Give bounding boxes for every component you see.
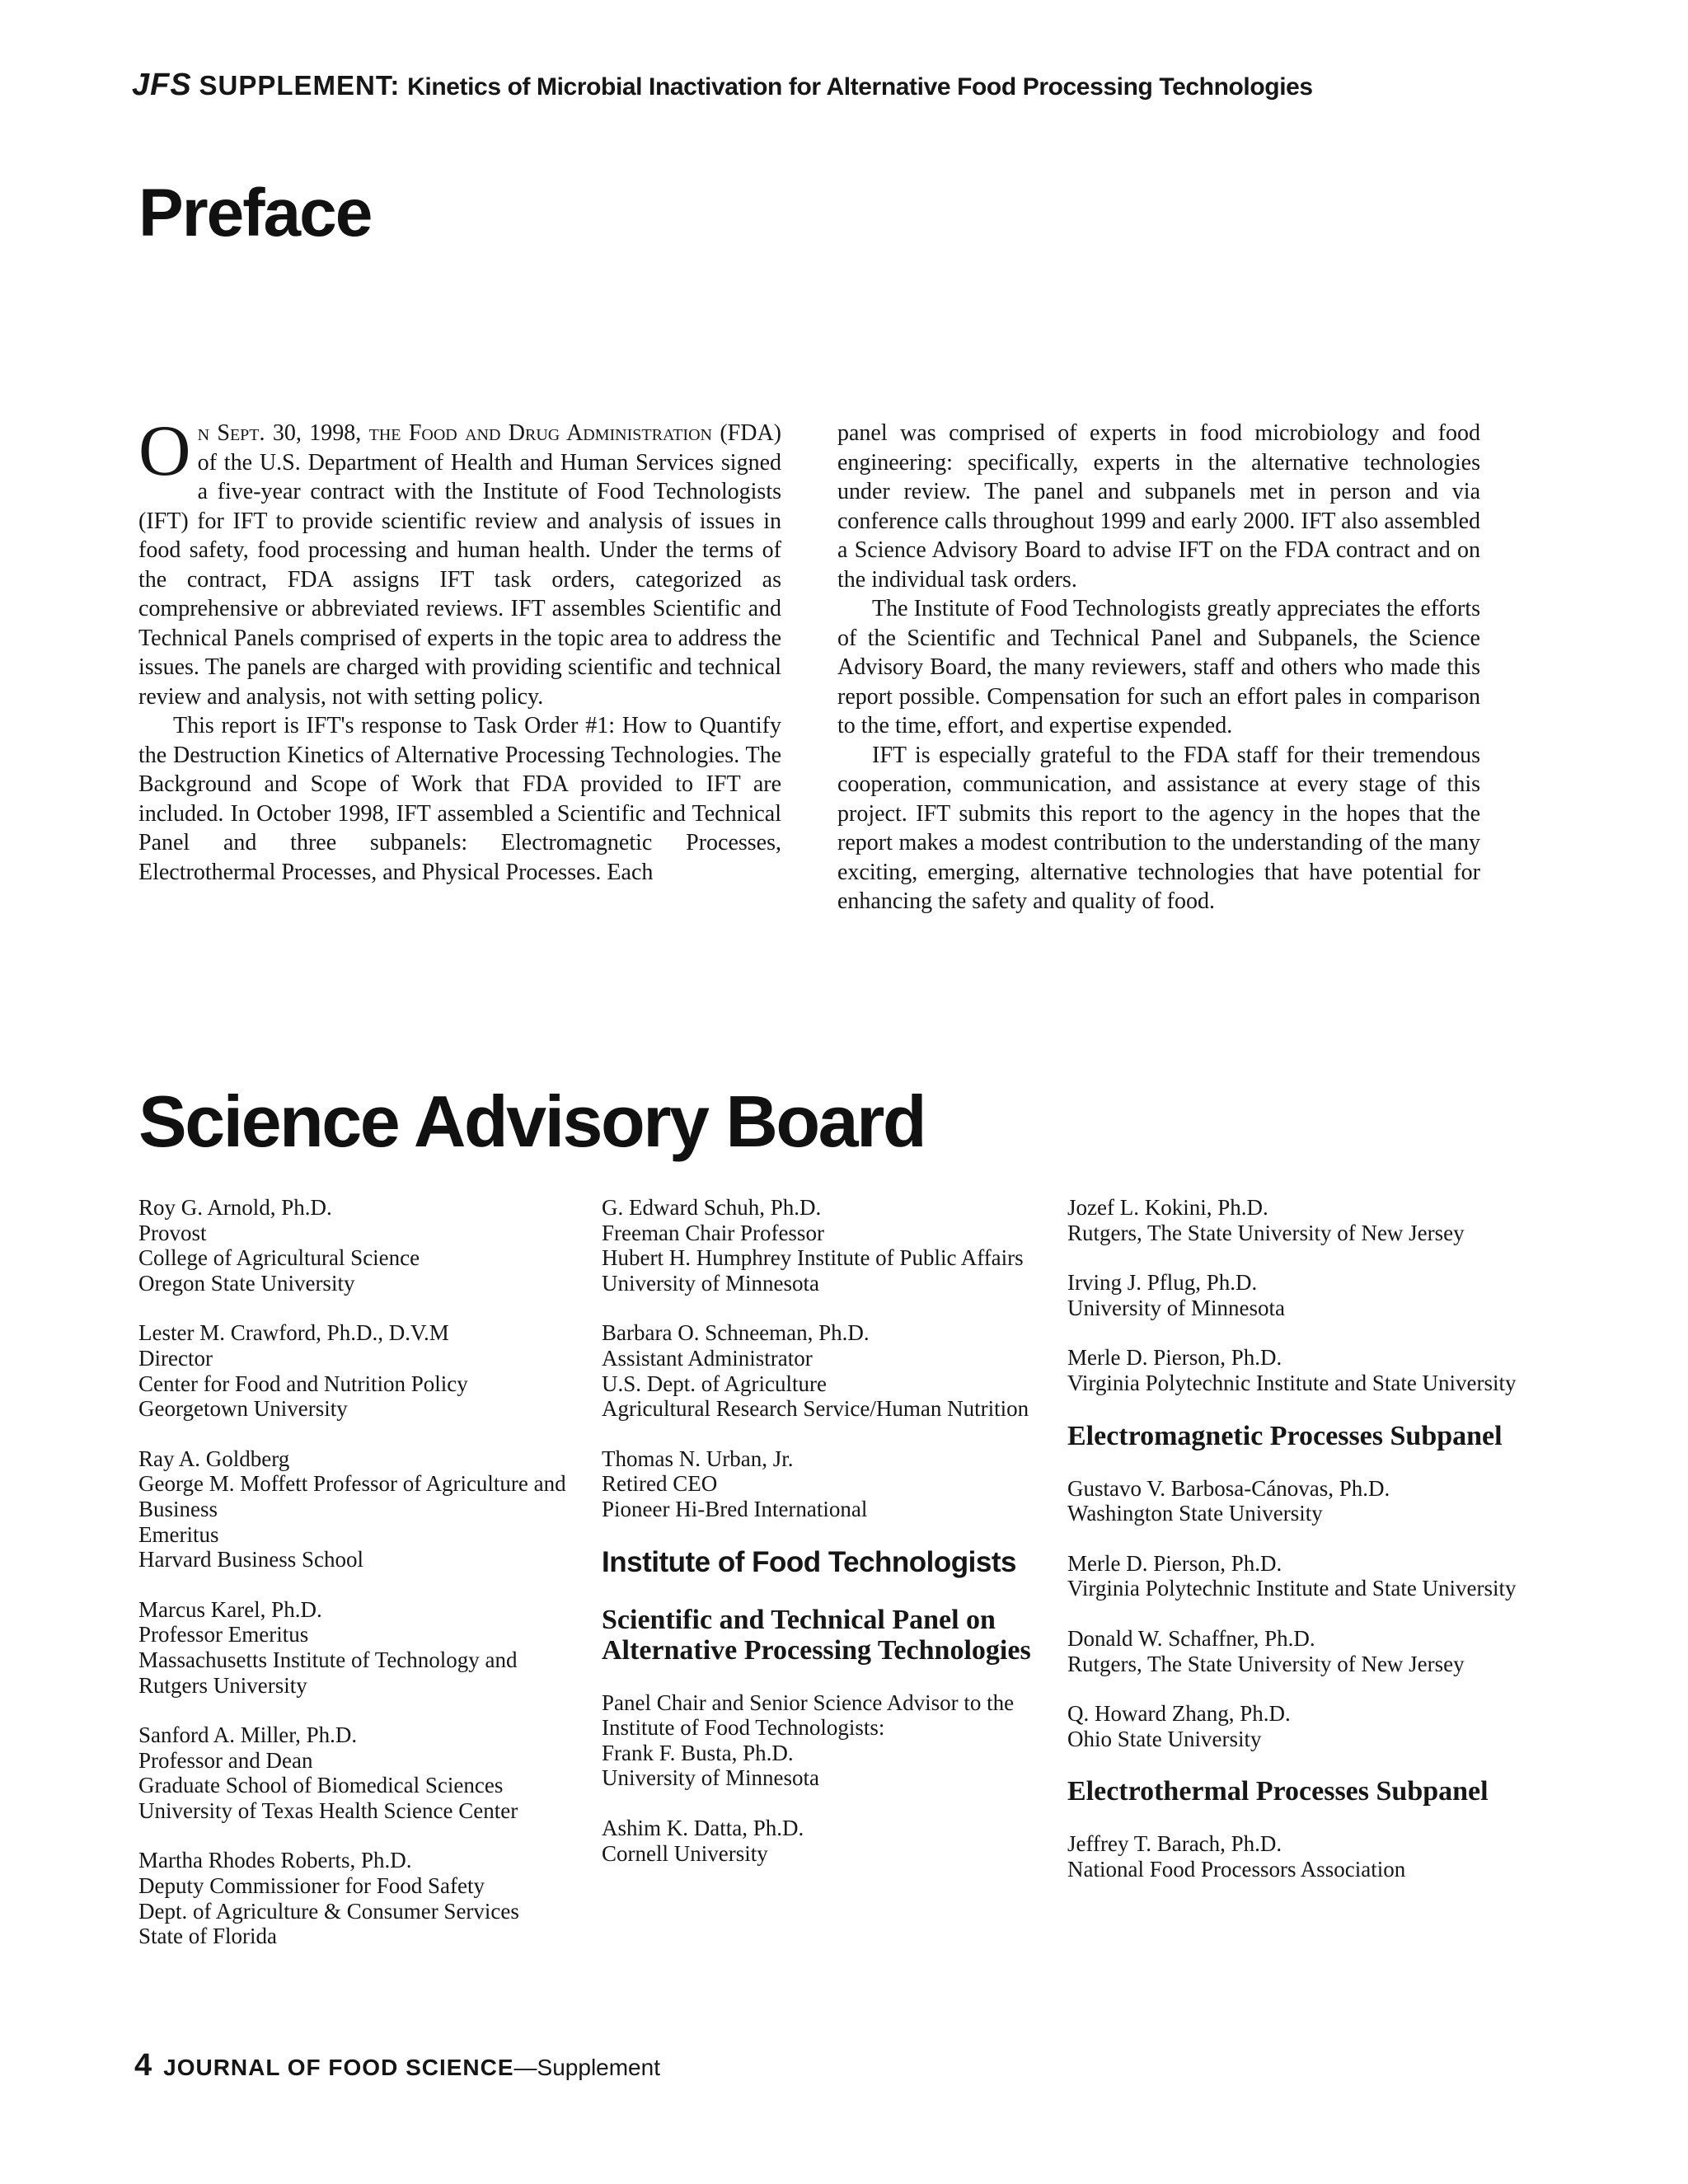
preface-paragraph-4: The Institute of Food Technologists greatly appreciates the efforts of the Scientific and Technical Panel and Subpanels, the Science Advisory Board, the many reviewers, staff and others who made this report possible. Compensation for such an effort pales in comparison to the time, effort, and expertise expended.: [837, 596, 1480, 738]
member-affiliation-line: U.S. Dept. of Agriculture: [602, 1371, 827, 1396]
journal-abbrev: JFS: [132, 68, 192, 102]
preface-column-left: [138, 411, 782, 887]
sab-members-col1: [138, 1195, 588, 1949]
member-name: Thomas N. Urban, Jr.: [602, 1446, 794, 1471]
preface-paragraph-3: panel was comprised of experts in food microbiology and food engineering: specifically, experts in the alternative technologies under review. The panel and subpanels met in person and via conference calls throughout 1999 and early 2000. IFT also assembled a Science Advisory Board to advise IFT on the FDA contract and on the individual task orders.: [837, 420, 1480, 593]
member-affiliation-line: Hubert H. Humphrey Institute of Public Affairs: [602, 1245, 1024, 1271]
page-number: 4: [134, 2048, 152, 2083]
member-entry: [602, 1690, 1063, 1791]
member-name: Irving J. Pflug, Ph.D.: [1067, 1270, 1258, 1296]
member-entry: [1067, 1476, 1545, 1526]
member-affiliation-line: Massachusetts Institute of Technology and Rutgers University: [138, 1647, 518, 1698]
member-affiliation-line: Emeritus: [138, 1521, 219, 1547]
member-entry: [138, 1848, 588, 1948]
member-name: Q. Howard Zhang, Ph.D.: [1067, 1701, 1291, 1727]
member-entry: [1067, 1270, 1545, 1320]
member-entry: [1067, 1551, 1545, 1601]
preface-paragraph-5: IFT is especially grateful to the FDA staff for their tremendous cooperation, communication, and assistance at every stage of this project. IFT submits this report to the agency in the hopes that the report makes a modest contribution to the understanding of the many exciting, emerging, alternative technologies that have potential for enhancing the safety and quality of food.: [837, 742, 1480, 914]
member-name: Lester M. Crawford, Ph.D., D.V.M: [138, 1320, 449, 1346]
member-affiliation-line: Rutgers, The State University of New Jersey: [1067, 1651, 1465, 1676]
member-name: Gustavo V. Barbosa-Cánovas, Ph.D.: [1067, 1475, 1390, 1501]
member-affiliation-line: University of Texas Health Science Center: [138, 1797, 518, 1823]
member-affiliation-line: Dept. of Agriculture & Consumer Services: [138, 1898, 519, 1924]
member-entry: [602, 1195, 1063, 1296]
supplement-label: SUPPLEMENT:: [199, 70, 401, 101]
preface-column-right: [837, 419, 1480, 916]
preface-lead: n Sept. 30, 1998, the Food and Drug Administration: [197, 420, 712, 446]
member-entry: [138, 1597, 588, 1698]
panel-members: [602, 1690, 1063, 1867]
member-name: Merle D. Pierson, Ph.D.: [1067, 1345, 1282, 1371]
member-name: Roy G. Arnold, Ph.D.: [138, 1195, 332, 1220]
member-entry: [602, 1816, 1063, 1866]
panel-heading: Scientific and Technical Panel on Alternative Processing Technologies: [602, 1604, 1031, 1666]
preface-paragraph-1-text: (FDA) of the U.S. Department of Health and Human Services signed a five-year contract with the Institute of Food Technologists (IFT) for IFT to provide scientific review and analysis of issues in food safety, food processing and human health. Under the terms of the contract, FDA assigns IFT task orders, categorized as comprehensive or abbreviated reviews. IFT assembles Scientific and Technical Panels comprised of experts in the topic area to address the issues. The panels are charged with providing scientific and technical review and analysis, not with setting policy.: [138, 420, 782, 710]
running-head-title: Kinetics of Microbial Inactivation for Alternative Food Processing Technologies: [407, 73, 1313, 101]
member-name: Martha Rhodes Roberts, Ph.D.: [138, 1848, 412, 1873]
board-column-2: [602, 1195, 1063, 1891]
member-affiliation-line: Georgetown University: [138, 1396, 348, 1422]
member-entry: [602, 1446, 1063, 1522]
member-affiliation-line: Rutgers, The State University of New Jersey: [1067, 1220, 1465, 1245]
em-subpanel-heading: Electromagnetic Processes Subpanel: [1067, 1420, 1503, 1451]
member-affiliation-line: University of Minnesota: [602, 1270, 819, 1296]
member-affiliation-line: Assistant Administrator: [602, 1345, 813, 1371]
member-affiliation-line: Graduate School of Biomedical Sciences: [138, 1773, 504, 1798]
member-affiliation-line: Agricultural Research Service/Human Nutrition: [602, 1396, 1029, 1422]
member-affiliation-line: Provost: [138, 1220, 207, 1245]
member-entry: [1067, 1831, 1545, 1882]
member-entry: [138, 1195, 588, 1296]
preface-paragraph-2: This report is IFT's response to Task Order #1: How to Quantify the Destruction Kinetics of Alternative Processing Technologies. The Background and Scope of Work that FDA provided to IFT are included. In October 1998, IFT assembled a Scientific and Technical Panel and three subpanels: Electromagnetic Processes, Electrothermal Processes, and Physical Processes. Each: [138, 713, 781, 885]
member-affiliation-line: Oregon State University: [138, 1270, 355, 1296]
et-subpanel-members: [1067, 1831, 1545, 1882]
member-affiliation-line: State of Florida: [138, 1924, 277, 1949]
member-entry: [602, 1320, 1063, 1421]
member-affiliation-line: Center for Food and Nutrition Policy: [138, 1371, 468, 1396]
sab-members-col2: [602, 1195, 1063, 1522]
member-affiliation-line: Cornell University: [602, 1840, 768, 1866]
member-name: Ray A. Goldberg: [138, 1446, 290, 1471]
member-entry: [1067, 1345, 1545, 1395]
member-affiliation-line: Professor and Dean: [138, 1747, 313, 1773]
ift-heading: Institute of Food Technologists: [602, 1545, 1016, 1578]
member-affiliation-line: Director: [138, 1345, 213, 1371]
science-advisory-board-title: Science Advisory Board: [138, 1080, 926, 1162]
member-affiliation-line: University of Minnesota: [602, 1765, 819, 1791]
member-name: Merle D. Pierson, Ph.D.: [1067, 1550, 1282, 1576]
member-name: Jeffrey T. Barach, Ph.D.: [1067, 1831, 1282, 1857]
member-affiliation-line: Frank F. Busta, Ph.D.: [602, 1740, 794, 1765]
preface-title: Preface: [138, 176, 372, 251]
member-affiliation-line: University of Minnesota: [1067, 1295, 1285, 1320]
member-entry: [138, 1722, 588, 1823]
em-subpanel-members: [1067, 1476, 1545, 1752]
drop-cap: O: [138, 411, 191, 491]
member-affiliation-line: National Food Processors Association: [1067, 1856, 1406, 1882]
member-affiliation-line: Pioneer Hi-Bred International: [602, 1496, 868, 1521]
member-affiliation-line: College of Agricultural Science: [138, 1245, 420, 1271]
member-affiliation-line: George M. Moffett Professor of Agriculture and Business: [138, 1471, 566, 1521]
member-name: Sanford A. Miller, Ph.D.: [138, 1722, 358, 1748]
member-affiliation-line: Virginia Polytechnic Institute and State University: [1067, 1370, 1517, 1395]
member-affiliation-line: Ohio State University: [1067, 1726, 1262, 1751]
member-affiliation-line: Professor Emeritus: [138, 1622, 309, 1647]
footer-suffix: —Supplement: [513, 2055, 660, 2080]
member-name: Jozef L. Kokini, Ph.D.: [1067, 1195, 1268, 1220]
footer-journal: JOURNAL OF FOOD SCIENCE: [163, 2055, 514, 2080]
member-name: Barbara O. Schneeman, Ph.D.: [602, 1320, 870, 1346]
member-name: G. Edward Schuh, Ph.D.: [602, 1195, 822, 1220]
member-name: Ashim K. Datta, Ph.D.: [602, 1815, 804, 1840]
member-name: Panel Chair and Senior Science Advisor to the Institute of Food Technologists:: [602, 1690, 1015, 1741]
member-affiliation-line: Retired CEO: [602, 1471, 718, 1497]
member-entry: [138, 1320, 588, 1421]
preface-paragraph-1: [138, 411, 782, 711]
member-name: Marcus Karel, Ph.D.: [138, 1596, 322, 1622]
board-column-1: [138, 1195, 588, 1974]
page-footer: [134, 2048, 660, 2083]
board-column-3: [1067, 1195, 1545, 1907]
member-entry: [1067, 1701, 1545, 1751]
member-affiliation-line: Washington State University: [1067, 1501, 1323, 1526]
member-affiliation-line: Freeman Chair Professor: [602, 1220, 824, 1245]
sab-members-col3: [1067, 1195, 1545, 1396]
member-entry: [1067, 1626, 1545, 1676]
member-name: Donald W. Schaffner, Ph.D.: [1067, 1625, 1315, 1651]
et-subpanel-heading: Electrothermal Processes Subpanel: [1067, 1776, 1489, 1807]
member-entry: [1067, 1195, 1545, 1245]
member-affiliation-line: Harvard Business School: [138, 1547, 363, 1572]
member-affiliation-line: Virginia Polytechnic Institute and State University: [1067, 1576, 1517, 1601]
member-affiliation-line: Deputy Commissioner for Food Safety: [138, 1873, 485, 1899]
member-entry: [138, 1446, 588, 1572]
running-head: [132, 68, 1582, 103]
